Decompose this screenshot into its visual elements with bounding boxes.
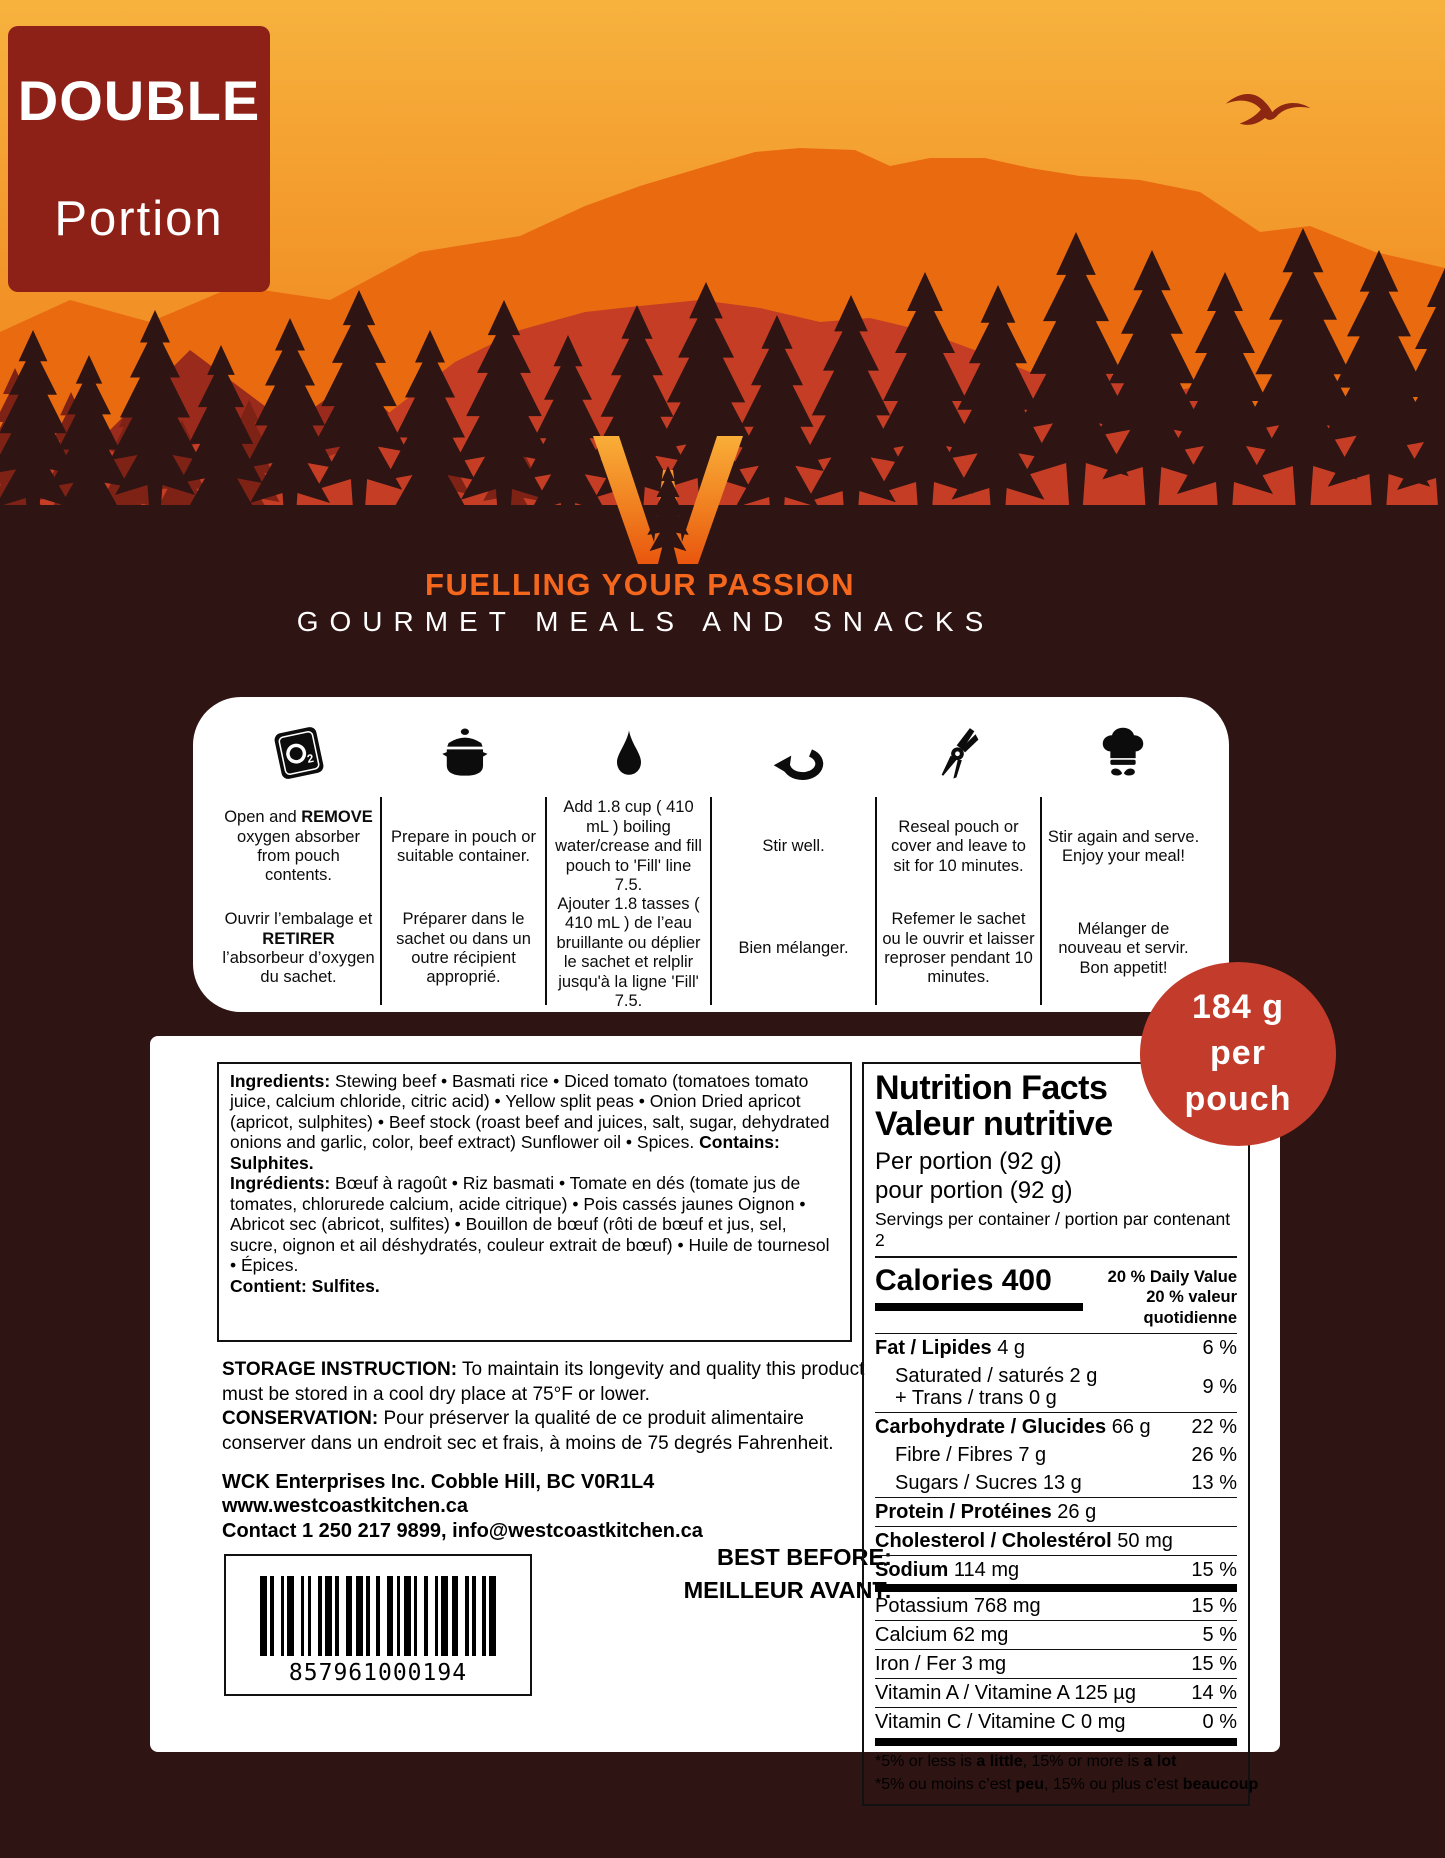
storage-en: STORAGE INSTRUCTION: To maintain its longevity and quality this product must be stored in a cool dry place at 75°F or lower. [222,1359,865,1405]
instruction-column: Stir well. Bien mélanger. [712,797,877,1005]
nutrition-row: Potassium 768 mg 15 % [875,1584,1237,1620]
chef-hat-icon [1040,709,1205,797]
nutrition-row: Sodium 114 mg 15 % [875,1555,1237,1584]
instruction-column: Reseal pouch or cover and leave to sit for 10 minutes. Refemer le sachet ou le ouvrir et laisser reproser pendant 10 minutes. [877,797,1042,1005]
nutrition-title-en: Nutrition Facts [875,1069,1108,1107]
portion-label: Portion [54,192,224,246]
footnote-fr: *5% ou moins c’est peu, 15% ou plus c’est beaucoup [875,1775,1259,1793]
company-info [222,1470,703,1543]
best-before-block [550,1541,892,1607]
instruction-column: Add 1.8 cup ( 410 mL ) boiling water/crease and fill pouch to 'Fill' line 7.5. Ajouter 1.8 tasses ( 410 mL ) de l’eau bruillante ou déplier le sachet et relplir jusqu'à la ligne 'Fill' 7.5. [547,797,712,1005]
nutrition-row: Vitamin A / Vitamine A 125 µg 14 % [875,1678,1237,1707]
brand-tagline: FUELLING YOUR PASSION [425,567,855,602]
nutrition-row: Sugars / Sucres 13 g 13 % [895,1472,1237,1495]
bird-icon [1222,84,1314,132]
instructions-texts-row [217,797,1205,1011]
barcode-number: 857961000194 [288,1660,468,1686]
company-contact: Contact 1 250 217 9899, info@westcoastkitchen.ca [222,1519,703,1542]
stir-arrow-icon [711,709,876,797]
nutrition-row: Cholesterol / Cholestérol 50 mg [875,1526,1237,1555]
weight-line: per [1210,1034,1266,1073]
nutrition-row: Iron / Fer 3 mg 15 % [875,1649,1237,1678]
logo-tree-icon [647,466,688,563]
nutrition-row: Fat / Lipides 4 g 6 % [875,1333,1237,1362]
footnote-en: *5% or less is a little, 15% or more is a lot [875,1753,1177,1771]
nutrition-row: Carbohydrate / Glucides 66 g 22 % [875,1412,1237,1441]
nutrition-row: Calcium 62 mg 5 % [875,1620,1237,1649]
daily-value-en: 20 % Daily Value [1107,1267,1237,1286]
per-portion-en: Per portion (92 g) [875,1148,1062,1176]
weight-line: 184 g [1192,988,1284,1027]
company-address: WCK Enterprises Inc. Cobble Hill, BC V0R1L4 [222,1471,655,1493]
svg-text:2: 2 [306,751,316,766]
best-before-fr: MEILLEUR AVANT: [683,1576,892,1603]
ingredients-box [217,1062,852,1342]
storage-fr: CONSERVATION: Pour préserver la qualité de ce produit alimentaire conserver dans un endroit sec et frais, à moins de 75 degrés Fahrenheit. [222,1408,834,1455]
double-label: DOUBLE [17,69,261,132]
weight-per-pouch-badge [1140,962,1336,1146]
barcode-bars [260,1576,496,1656]
nutrition-row: Fibre / Fibres 7 g 26 % [895,1444,1237,1467]
daily-value-fr: 20 % valeur quotidienne [1143,1288,1237,1327]
instruction-column: Stir again and serve. Enjoy your meal! Mélanger de nouveau et servir. Bon appetit! [1047,827,1200,977]
storage-instructions [222,1358,877,1457]
weight-line: pouch [1184,1079,1292,1118]
ingredients-fr: Ingrédients: Bœuf à ragoût • Riz basmati • Tomate en dés (tomate jus de tomates, chlorurede calcium, acide citrique) • Pois cassés jaunes Oignon • Abricot sec (abricot, sulfites) • Bouillon de bœuf (rôti de bœuf et jus, sel, sucre, oignon et ail déshydratés, couleur extrait de bœuf) • Huile de tournesol • Épices. Contient: Sulfites. [230,1173,830,1296]
info-panel [150,1036,1280,1793]
nutrition-footnote [875,1738,1259,1796]
nutrition-row: Saturated / saturés 2 g + Trans / trans 0 g 9 % [895,1365,1237,1410]
instruction-column: Open and REMOVE oxygen absorber from pouch contents. Ouvrir l’embalage et RETIRER l’absorbeur d’oxygen du sachet. [217,797,382,1005]
oxygen-absorber-icon [217,709,382,797]
instructions-icons-row [217,709,1205,797]
preparation-instructions-panel [193,697,1229,1012]
ingredients-en: Ingredients: Stewing beef • Basmati rice • Diced tomato (tomatoes tomato juice, calcium chloride, citric acid) • Yellow split peas • Onion Dried apricot (apricot, sulphites) • Beef stock (roast beef and juices, salt, sugar, dehydrated onions and garlic, color, beef extract) Sunflower oil • Spices. Contains: Sulphites. [230,1071,830,1173]
best-before-en: BEST BEFORE: [717,1544,892,1570]
barcode [224,1554,532,1696]
calories-row [875,1258,1237,1334]
servings-per-container: Servings per container / portion par contenant 2 [875,1209,1237,1258]
per-portion-fr: pour portion (92 g) [875,1177,1073,1205]
company-website: www.westcoastkitchen.ca [222,1495,469,1518]
water-drop-icon [546,709,711,797]
calories-underline [875,1303,1083,1311]
double-portion-badge [8,26,270,292]
nutrition-rows [875,1333,1237,1736]
brand-w-logo [593,436,743,564]
nutrition-row: Protein / Protéines 26 g [875,1497,1237,1526]
instruction-column: Prepare in pouch or suitable container. Préparer dans le sachet ou dans un outre récipient approprié. [382,797,547,1005]
nutrition-title-fr: Valeur nutritive [875,1105,1113,1144]
brand-subtitle: GOURMET MEALS AND SNACKS [296,606,995,637]
clothespin-icon [876,709,1041,797]
calories-value: Calories 400 [875,1263,1052,1297]
nutrition-row: Vitamin C / Vitamine C 0 mg 0 % [875,1707,1237,1736]
nutrition-facts-table [862,1062,1259,1806]
pot-icon [382,709,547,797]
